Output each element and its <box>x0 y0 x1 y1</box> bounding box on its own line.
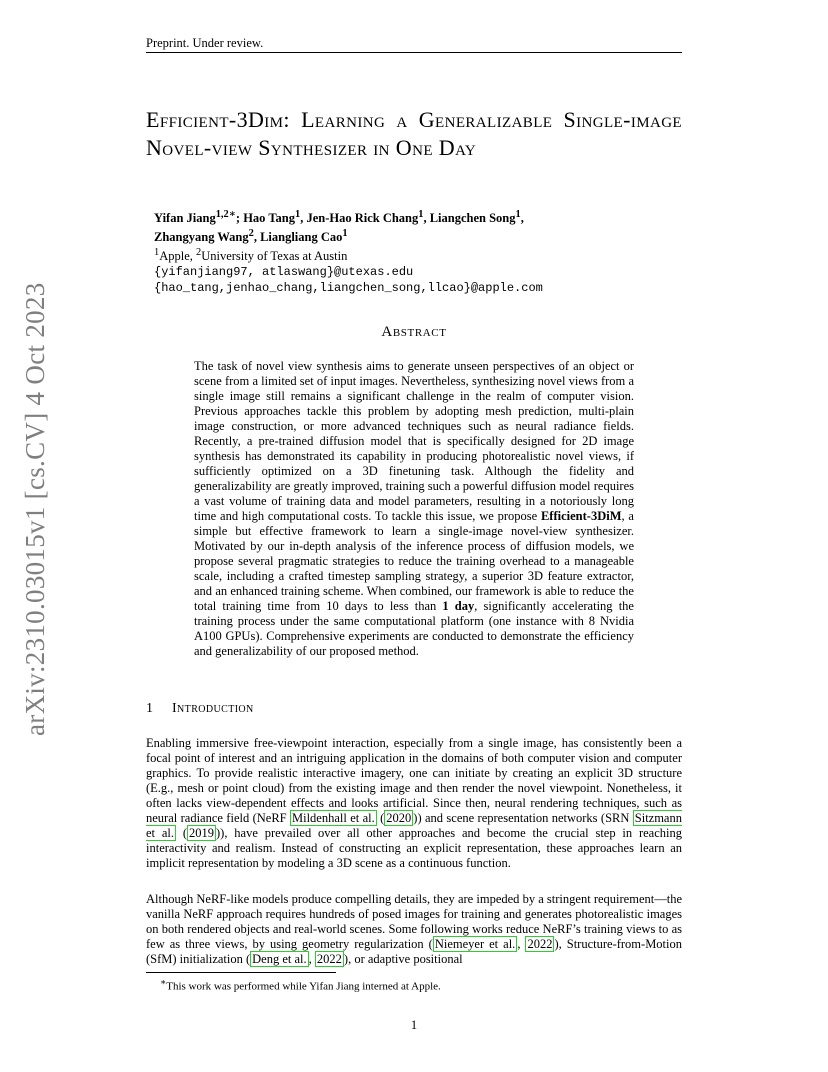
intro-paragraph-1: Enabling immersive free-viewpoint interaction, especially from a single image, has consistently been a focal point of interest and an intriguing application in the domains of both computer vision and computer graphics. To provide realistic interactive imagery, one can initiate by creating an explicit 3D structure (E.g., mesh or point cloud) from the existing image and then render the novel viewpoint. Nonetheless, it often lacks view-dependent effects and looks artificial. Since then, neural rendering techniques, such as neural radiance field (NeRF Mildenhall et al. ( 2020 )) and scene representation networks (SRN Sitzmann et al. ( 2019 )), have prevailed over all other approaches and become the crucial step in reaching interactivity and realism. Instead of constructing an explicit representation, these approaches learn an implicit representation by modeling a 3D scene as a continuous function. <box>146 736 682 870</box>
citation-link[interactable]: 2022 <box>316 952 342 966</box>
email-line-1: {yifanjiang97, atlaswang}@utexas.edu <box>154 265 414 280</box>
section-heading-introduction <box>146 701 254 717</box>
footnote: ∗This work was performed while Yifan Jiang interned at Apple. <box>160 977 441 993</box>
page-number: 1 <box>410 1018 418 1032</box>
author-name: Zhangyang Wang <box>154 230 249 245</box>
training-time: 1 day <box>442 599 475 613</box>
footnote-mark: ∗ <box>160 977 167 987</box>
author-name: , Liangchen Song <box>423 211 516 226</box>
affiliation-sup: 1 <box>515 209 521 220</box>
author-block <box>154 207 674 296</box>
author-name: , Jen-Hao Rick Chang <box>300 211 419 226</box>
arxiv-stamp: arXiv:2310.03015v1 [cs.CV] 4 Oct 2023 <box>20 282 50 736</box>
author-name: ; Hao Tang <box>235 211 295 226</box>
intro-paragraph-2: Although NeRF-like models produce compelling details, they are impeded by a stringent requirement—the vanilla NeRF approach requires hundreds of posed images for training and generates photorealistic images on both rendered objects and real-world scenes. Some following works reduce NeRF’s training views to as few as three views, by using geometry regularization ( Niemeyer et al. , 2022 ), Structure-from-Motion (SfM) initialization ( Deng et al. , 2022 ), or adaptive positional <box>146 892 683 966</box>
affiliation-sup: 1 <box>418 209 424 220</box>
affiliation-sup: 2 <box>248 228 254 240</box>
abstract-body: The task of novel view synthesis aims to generate unseen perspectives of an object or scene from a limited set of input images. Nevertheless, synthesizing novel views from a single image still remains a significant challenge in the realm of computer vision. Previous approaches tackle this problem by adopting mesh prediction, multi-plain image construction, or more advanced techniques such as neural radiance fields. Recently, a pre-trained diffusion model that is specifically designed for 2D image synthesis has demonstrated its capability in producing photorealistic novel views, if sufficiently optimized on a 3D finetuning task. Although the fidelity and generalizability are greatly improved, training such a powerful diffusion model requires a vast volume of training data and model parameters, resulting in a notoriously long time and high computational costs. To tackle this issue, we propose Efficient-3DiM, a simple but effective framework to learn a single-image novel-view synthesizer. Motivated by our in-depth analysis of the inference process of diffusion models, we propose several pragmatic strategies to reduce the training overhead to a manageable scale, including a crafted timestep sampling strategy, a superior 3D feature extractor, and an enhanced training scheme. When combined, our framework is able to reduce the total training time from 10 days to less than 1 day, significantly accelerating the training process under the same computational platform (one instance with 8 Nvidia A100 GPUs). Comprehensive experiments are conducted to demonstrate the efficiency and generalizability of our proposed method. <box>194 359 634 658</box>
citation-link[interactable]: Sitzmann et al. <box>146 811 682 840</box>
section-title: Introduction <box>172 701 254 716</box>
footnote-mark: ∗ <box>228 209 236 220</box>
header-rule <box>146 52 682 53</box>
author-name: , Liangliang Cao <box>253 230 343 245</box>
affiliations: $^1$Apple, $^2$University of Texas at Austin <box>154 247 348 264</box>
email-line-2: {hao_tang,jenhao_chang,liangchen_song,llcao}@apple.com <box>154 281 543 296</box>
paper-title: Efficient-3Dim: Learning a Generalizable Single-image Novel-view Synthesizer in One Day <box>146 107 682 160</box>
section-number: 1 <box>146 701 154 716</box>
citation-link[interactable]: Mildenhall et al. <box>291 811 375 825</box>
abstract-heading: Abstract <box>381 324 447 340</box>
running-header: Preprint. Under review. <box>146 36 264 50</box>
citation-link[interactable]: Niemeyer et al. <box>434 937 516 951</box>
footnote-rule <box>146 972 336 973</box>
citation-link[interactable]: Deng et al. <box>252 952 307 966</box>
citation-link[interactable]: 2022 <box>527 937 553 951</box>
citation-link[interactable]: 2020 <box>386 811 412 825</box>
author-separator: , <box>520 211 524 226</box>
affiliation-sup: 1 <box>294 209 301 220</box>
method-name: Efficient-3DiM <box>540 509 622 523</box>
citation-link[interactable]: 2019 <box>189 826 214 840</box>
affiliation-sup: 1 <box>342 228 348 240</box>
author-line-1 <box>154 207 674 226</box>
author-name: Yifan Jiang <box>154 211 216 226</box>
author-line-2 <box>154 226 674 245</box>
affiliation-sup: 1,2 <box>215 209 229 220</box>
